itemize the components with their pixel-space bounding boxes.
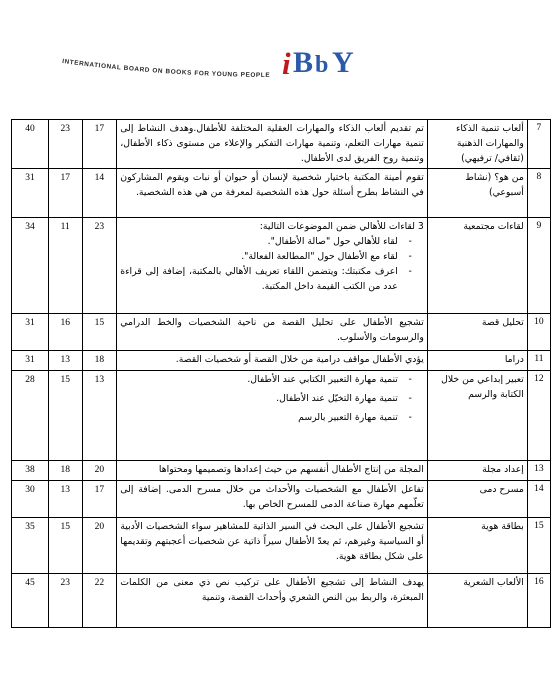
activity-description: يؤدي الأطفال مواقف درامية من خلال القصة أو شخصيات القصة. — [117, 351, 428, 371]
activities-table — [11, 119, 551, 628]
row-index: 15 — [527, 518, 550, 574]
count-2: 23 — [48, 574, 82, 628]
count-2: 11 — [48, 218, 82, 314]
count-2: 18 — [48, 461, 82, 481]
activity-name: لقاءات مجتمعية — [427, 218, 527, 314]
table-row — [12, 120, 551, 169]
row-index: 11 — [527, 351, 550, 371]
table-row — [12, 371, 551, 461]
count-total: 31 — [12, 169, 49, 218]
list-item: - لقاء للأهالي حول "صالة الأطفال". — [120, 234, 424, 249]
count-2: 13 — [48, 351, 82, 371]
table-row — [12, 218, 551, 314]
count-2: 16 — [48, 314, 82, 351]
count-2: 23 — [48, 120, 82, 169]
count-total: 45 — [12, 574, 49, 628]
count-total: 34 — [12, 218, 49, 314]
activity-description: تفاعل الأطفال مع الشخصيات والأحداث من خلال مسرح الدمى. إضافة إلى تعلّمهم مهارة صناعة الدمى للمسرح الخاص بها. — [117, 481, 428, 518]
count-1: 14 — [82, 169, 117, 218]
activity-description — [117, 371, 428, 461]
count-total: 31 — [12, 351, 49, 371]
row-index: 12 — [527, 371, 550, 461]
table-row — [12, 481, 551, 518]
count-1: 20 — [82, 461, 117, 481]
activity-name: من هو؟ (نشاط أسبوعي) — [427, 169, 527, 218]
table-row — [12, 351, 551, 371]
org-name: INTERNATIONAL BOARD ON BOOKS FOR YOUNG PEOPLE — [61, 58, 271, 79]
activity-name: دراما — [427, 351, 527, 371]
row-index: 10 — [527, 314, 550, 351]
row-index: 7 — [527, 120, 550, 169]
ibby-logo — [60, 30, 460, 90]
logo-y: Y — [332, 46, 354, 79]
activity-name: الألعاب الشعرية — [427, 574, 527, 628]
activity-name: إعداد مجلة — [427, 461, 527, 481]
list-item: - لقاء مع الأطفال حول "المطالعة الفعالة". — [120, 249, 424, 264]
table-row — [12, 314, 551, 351]
activity-description: تم تقديم ألعاب الذكاء والمهارات العقلية المختلفة للأطفال.وهدف النشاط إلى تنمية مهارات التعلم، وتنمية مهارات التفكير والإعلاء من مستوى ذكاء الأطفال، وتنمية روح الفريق لدى الأطفال. — [117, 120, 428, 169]
activity-description: يهدف النشاط إلى تشجيع الأطفال على تركيب نص ذي معنى من الكلمات المبعثرة، والربط بين النص الشعري وأحداث القصة، وتنمية — [117, 574, 428, 628]
count-total: 38 — [12, 461, 49, 481]
activity-name: بطاقة هوية — [427, 518, 527, 574]
activity-description: تشجيع الأطفال على البحث في السير الذاتية للمشاهير سواء الشخصيات الأدبية أو السياسية وغيرهم، ثم يعدّ الأطفال سيراً ذاتية عن شخصيات أعجبتهم وتقديمها على شكل بطاقة هوية. — [117, 518, 428, 574]
count-1: 20 — [82, 518, 117, 574]
count-2: 17 — [48, 169, 82, 218]
count-total: 31 — [12, 314, 49, 351]
count-2: 15 — [48, 518, 82, 574]
row-index: 13 — [527, 461, 550, 481]
activity-name: ألعاب تنمية الذكاء والمهارات الذهنية (ثقافي/ ترفيهي) — [427, 120, 527, 169]
count-1: 17 — [82, 481, 117, 518]
activity-name: تعبير إبداعي من خلال الكتابة والرسم — [427, 371, 527, 461]
table-row — [12, 461, 551, 481]
list-item: - تنمية مهارة التعبير بالرسم — [120, 410, 424, 425]
activity-description: المجلة من إنتاج الأطفال أنفسهم من حيث إعدادها وتصميمها ومحتواها — [117, 461, 428, 481]
count-2: 13 — [48, 481, 82, 518]
row-index: 8 — [527, 169, 550, 218]
activity-name: تحليل قصة — [427, 314, 527, 351]
activity-description: تقوم أمينة المكتبة باختيار شخصية لإنسان أو حيوان أو نبات ويقوم المشاركون في النشاط بطرح أسئلة حول هذه الشخصية لمعرفة من هي هذه الشخصية. — [117, 169, 428, 218]
count-total: 28 — [12, 371, 49, 461]
row-index: 16 — [527, 574, 550, 628]
count-total: 40 — [12, 120, 49, 169]
count-1: 18 — [82, 351, 117, 371]
row-index: 14 — [527, 481, 550, 518]
count-total: 30 — [12, 481, 49, 518]
count-1: 23 — [82, 218, 117, 314]
logo-i: i — [282, 46, 291, 81]
table-row — [12, 169, 551, 218]
logo-b1: B — [293, 46, 314, 79]
count-1: 15 — [82, 314, 117, 351]
logo-b2: b — [315, 52, 329, 78]
list-item: - تنمية مهارة التخيّل عند الأطفال. — [120, 391, 424, 406]
activity-description: تشجيع الأطفال على تحليل القصة من ناحية الشخصيات والخط الدرامي والرسومات والأسلوب. — [117, 314, 428, 351]
list-item: - اعرف مكتبتك: ويتضمن اللقاء تعريف الأهالي بالمكتبة، إضافة إلى قراءة عدد من الكتب القيمة داخل المكتبة. — [120, 264, 424, 294]
list-item: - تنمية مهارة التعبير الكتابي عند الأطفال. — [120, 372, 424, 387]
activity-description — [117, 218, 428, 314]
activity-name: مسرح دمى — [427, 481, 527, 518]
count-total: 35 — [12, 518, 49, 574]
table-row — [12, 574, 551, 628]
count-2: 15 — [48, 371, 82, 461]
count-1: 22 — [82, 574, 117, 628]
page-header — [0, 0, 560, 110]
count-1: 17 — [82, 120, 117, 169]
row-index: 9 — [527, 218, 550, 314]
count-1: 13 — [82, 371, 117, 461]
table-row — [12, 518, 551, 574]
description-intro: 3 لقاءات للأهالي ضمن الموضوعات التالية: — [259, 221, 424, 232]
